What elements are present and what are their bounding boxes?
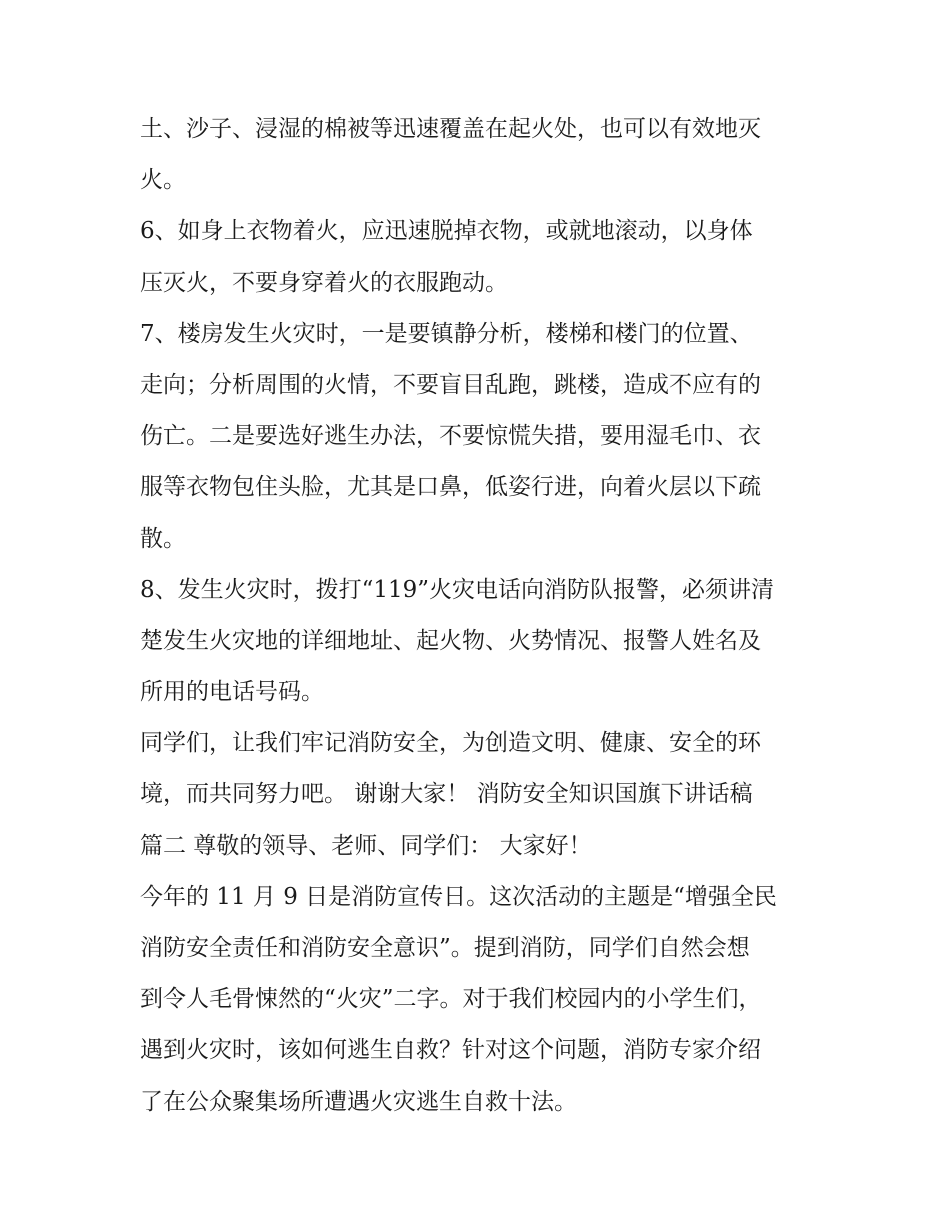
text-line: 伤亡。二是要选好逃生办法，不要惊慌失措，要用湿毛巾、衣 [140,423,761,450]
text-line: 消防安全责任和消防安全意识”。提到消防，同学们自然会想 [140,935,750,961]
text-line: 境，而共同努力吧。 谢谢大家！ 消防安全知识国旗下讲话稿 [140,781,753,808]
text-line: 同学们，让我们牢记消防安全，为创造文明、健康、安全的环 [140,730,761,757]
text-line: 楚发生火灾地的详细地址、起火物、火势情况、报警人姓名及 [140,627,761,654]
text-line: 了在公众聚集场所遭遇火灾逃生自救十法。 [140,1088,577,1115]
text-line: 到令人毛骨悚然的“火灾”二字。对于我们校园内的小学生们， [140,986,762,1013]
text-line: 压灭火，不要身穿着火的衣服跑动。 [140,269,508,296]
text-line: 篇二 尊敬的领导、老师、同学们： 大家好！ [140,832,592,859]
text-line: 散。 [140,525,186,552]
text-line: 7、楼房发生火灾时，一是要镇静分析，楼梯和楼门的位置、 [140,320,753,347]
text-line: 8、发生火灾时，拨打“119”火灾电话向消防队报警，必须讲清 [140,576,775,603]
text-line: 服等衣物包住头脸，尤其是口鼻，低姿行进，向着火层以下疏 [140,474,761,501]
text-line: 6、如身上衣物着火，应迅速脱掉衣物，或就地滚动，以身体 [140,218,753,245]
body-text [140,104,820,1128]
text-line: 遇到火灾时，该如何逃生自救？针对这个问题，消防专家介绍 [140,1037,761,1064]
text-line: 所用的电话号码。 [140,679,324,706]
text-line: 走向；分析周围的火情，不要盲目乱跑，跳楼，造成不应有的 [140,371,761,398]
text-line: 今年的 11 月 9 日是消防宣传日。这次活动的主题是“增强全民 [140,883,777,910]
text-line: 火。 [140,167,186,194]
text-line: 土、沙子、浸湿的棉被等迅速覆盖在起火处，也可以有效地灭 [140,116,761,142]
